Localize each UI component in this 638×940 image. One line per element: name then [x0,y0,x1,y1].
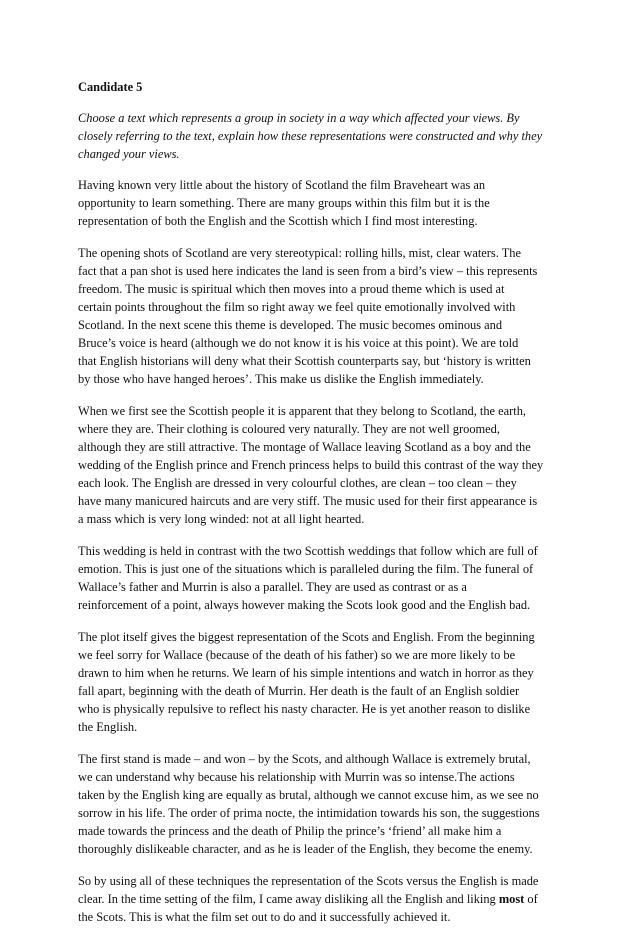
text-line [78,890,568,908]
paragraph-first-stand [78,750,568,858]
text-line: sorrow in his life. The order of prima nocte, the intimidation towards his son, the suggestions [78,806,540,820]
text-line: The plot itself gives the biggest representation of the Scots and English. From the beginning [78,630,535,644]
text-line: When we first see the Scottish people it is apparent that they belong to Scotland, the earth, [78,404,527,418]
text-line: drawn to him when he returns. We learn of his simple intentions and watch in horror as they [78,666,534,680]
text-line: freedom. The music is spiritual which then moves into a proud theme which is used at [78,282,505,296]
paragraph-scottish-people [78,402,568,528]
text-line: we feel sorry for Wallace (because of the death of his father) so we are more likely to be [78,648,516,662]
text-line: Having known very little about the history of Scotland the film Braveheart was an [78,178,486,192]
text-line: The opening shots of Scotland are very stereotypical: rolling hills, mist, clear waters. The [78,246,521,260]
text-line: have many manicured haircuts and are very stiff. The music used for their first appearance is [78,494,538,508]
text-line: opportunity to learn something. There are many groups within this film but it is the [78,196,490,210]
text-line: the English. [78,720,138,734]
prompt-line: changed your views. [78,147,180,161]
text-line: fall apart, beginning with the death of Murrin. Her death is the fault of an English soldier [78,684,520,698]
text-line: a mass which is very long winded: not at all light hearted. [78,512,365,526]
text-line: taken by the English king are equally as brutal, although we cannot excuse him, as we see no [78,788,539,802]
paragraph-intro [78,176,568,230]
text-line: So by using all of these techniques the representation of the Scots versus the English is made [78,874,539,888]
text-line: where they are. Their clothing is coloured very naturally. They are not well groomed, [78,422,500,436]
text-line: The first stand is made – and won – by the Scots, and although Wallace is extremely brutal, [78,752,531,766]
text-line: although they are still attractive. The montage of Wallace leaving Scotland as a boy and the [78,440,531,454]
text-line: that English historians will deny what their Scottish counterparts say, but ‘history is written [78,354,531,368]
text-line: we can understand why because his relationship with Murrin was so intense.The actions [78,770,515,784]
text-fragment: clear. In the time setting of the film, I came away disliking all the English and liking [78,892,499,906]
prompt-line: closely referring to the text, explain how these representations were constructed and why they [78,129,543,143]
text-line: certain points throughout the film so right away we feel quite emotionally involved with [78,300,516,314]
paragraph-conclusion [78,872,568,926]
text-line: representation of both the English and the Scottish which I find most interesting. [78,214,478,228]
text-line: wedding of the English prince and French princess helps to build this contrast of the way they [78,458,544,472]
document-page [78,78,568,940]
text-line: each look. The English are dressed in very colourful clothes, are clean – too clean – they [78,476,517,490]
emphasis-word: most [498,892,525,906]
text-line: Wallace’s father and Murrin is also a parallel. They are used as contrast or as a [78,580,467,594]
paragraph-plot [78,628,568,736]
paragraph-weddings [78,542,568,614]
text-line: fact that a pan shot is used here indicates the land is seen from a bird’s view – this represents [78,264,538,278]
prompt-line: Choose a text which represents a group in society in a way which affected your views. By [78,111,520,125]
candidate-heading: Candidate 5 [78,80,143,94]
text-line: emotion. This is just one of the situations which is paralleled during the film. The funeral of [78,562,534,576]
essay-prompt [78,109,568,163]
text-fragment: of [524,892,538,906]
text-line: the Scots. This is what the film set out to do and it successfully achieved it. [78,910,451,924]
text-line: thoroughly dislikeable character, and as he is leader of the English, they become the enemy. [78,842,533,856]
text-line: made towards the princess and the death of Philip the prince’s ‘friend’ all make him a [78,824,502,838]
text-line: by those who have hanged heroes’. This make us dislike the English immediately. [78,372,484,386]
text-line: Bruce’s voice is heard (although we do not know it is his voice at this point). We are told [78,336,519,350]
text-line: who is physically repulsive to reflect his nasty character. He is yet another reason to dislike [78,702,531,716]
text-line: Scotland. In the next scene this theme is developed. The music becomes ominous and [78,318,503,332]
text-line: reinforcement of a point, always however making the Scots look good and the English bad. [78,598,531,612]
paragraph-opening-shots [78,244,568,388]
text-line: This wedding is held in contrast with the two Scottish weddings that follow which are full of [78,544,538,558]
